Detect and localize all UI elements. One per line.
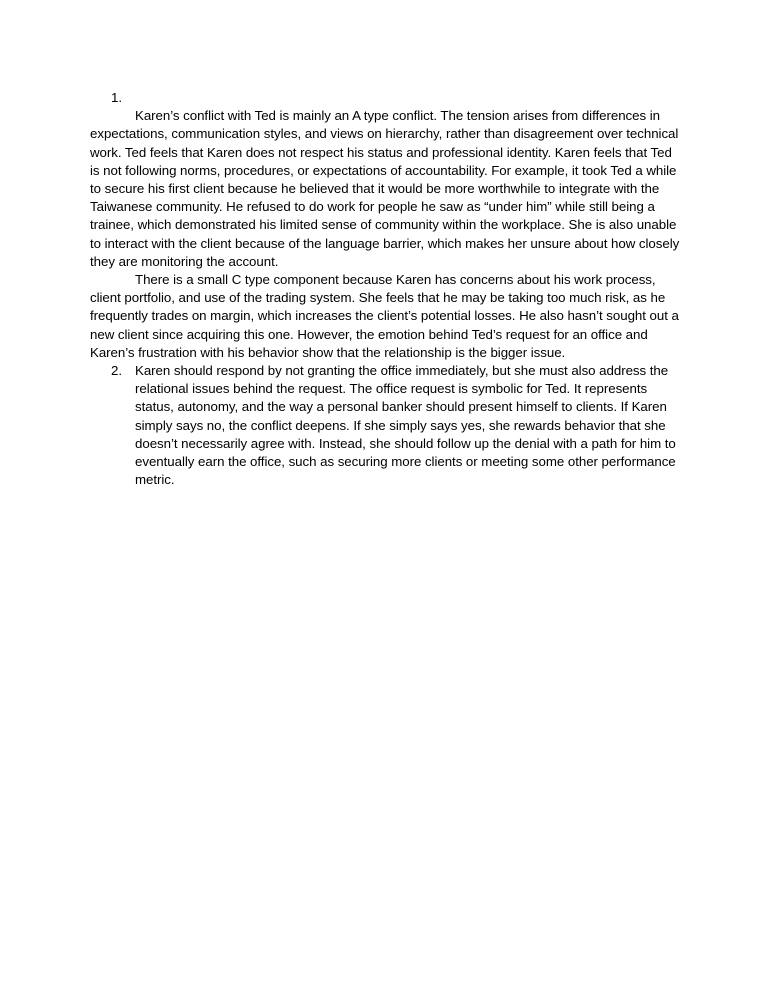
- document-body: [90, 89, 680, 489]
- list-item-2: [90, 362, 680, 489]
- list-marker-1: 1.: [111, 90, 122, 105]
- list-marker-2: 2.: [111, 363, 122, 379]
- answer-1-paragraph-1: Karen’s conflict with Ted is mainly an A type conflict. The tension arises from differences in expectations, communication styles, and views on hierarchy, rather than disagreement over technical work. Ted feels that Karen does not respect his status and professional identity. Karen feels that Ted is not following norms, procedures, or expectations of accountability. For example, it took Ted a while to secure his first client because he believed that it would be more worthwhile to integrate with the Taiwanese community. He refused to do work for people he saw as “under him” while still being a trainee, which demonstrated his limited sense of community within the workplace. She is also unable to interact with the client because of the language barrier, which makes her unsure about how closely they are monitoring the account.: [90, 108, 680, 269]
- list-item-1: [90, 89, 680, 362]
- list-item-1-marker-line: [90, 89, 680, 107]
- answer-1-paragraph-2: There is a small C type component because Karen has concerns about his work process, client portfolio, and use of the trading system. She feels that he may be taking too much risk, as he frequently trades on margin, which increases the client’s potential losses. He also hasn’t sought out a new client since acquiring this one. However, the emotion behind Ted’s request for an office and Karen’s frustration with his behavior show that the relationship is the bigger issue.: [90, 272, 679, 360]
- answer-2-paragraph-1: Karen should respond by not granting the office immediately, but she must also address the relational issues behind the request. The office request is symbolic for Ted. It represents status, autonomy, and the way a personal banker should present himself to clients. If Karen simply says no, the conflict deepens. If she simply says yes, she rewards behavior that she doesn’t necessarily agree with. Instead, she should follow up the denial with a path for him to eventually earn the office, such as securing more clients or meeting some other performance metric.: [135, 363, 676, 488]
